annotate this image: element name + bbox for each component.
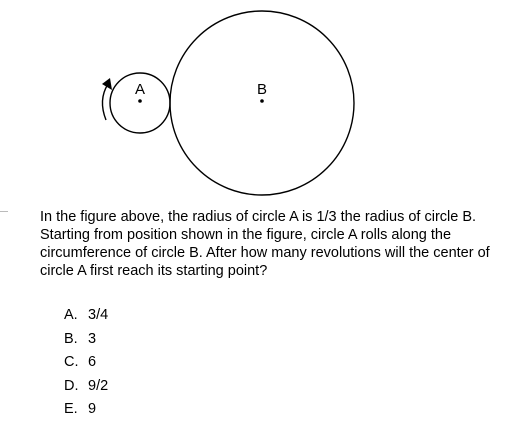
- choice-b[interactable]: [64, 330, 108, 354]
- choice-value: 3/4: [88, 307, 109, 323]
- choice-letter: B.: [64, 330, 78, 347]
- choice-value: 9: [88, 401, 97, 417]
- circle-b: [170, 11, 354, 195]
- circles-figure: [0, 0, 516, 200]
- answer-choices: [64, 306, 108, 424]
- choice-value: 3: [88, 330, 97, 347]
- choice-value: 9/2: [88, 377, 109, 394]
- choice-value: 6: [88, 354, 97, 370]
- choice-c[interactable]: [64, 353, 108, 377]
- choice-letter: C.: [64, 354, 79, 370]
- question-text: In the figure above, the radius of circle A is 1/3 the radius of circle B. Starting from position shown in the figure, circle A rolls along the circumference of circle B. After how many revolutions will the center of circle A first reach its starting point?: [40, 209, 490, 279]
- margin-tick-mark: [0, 211, 8, 212]
- circle-b-label: B: [256, 81, 268, 98]
- circle-b-center: [260, 99, 264, 103]
- circle-a-center: [138, 99, 142, 103]
- choice-d[interactable]: [64, 377, 108, 401]
- circle-a-label: A: [134, 81, 146, 98]
- choice-letter: D.: [64, 377, 79, 394]
- choice-a[interactable]: [64, 306, 108, 330]
- choice-e[interactable]: [64, 400, 108, 424]
- choice-letter: A.: [64, 307, 78, 323]
- choice-letter: E.: [64, 401, 78, 417]
